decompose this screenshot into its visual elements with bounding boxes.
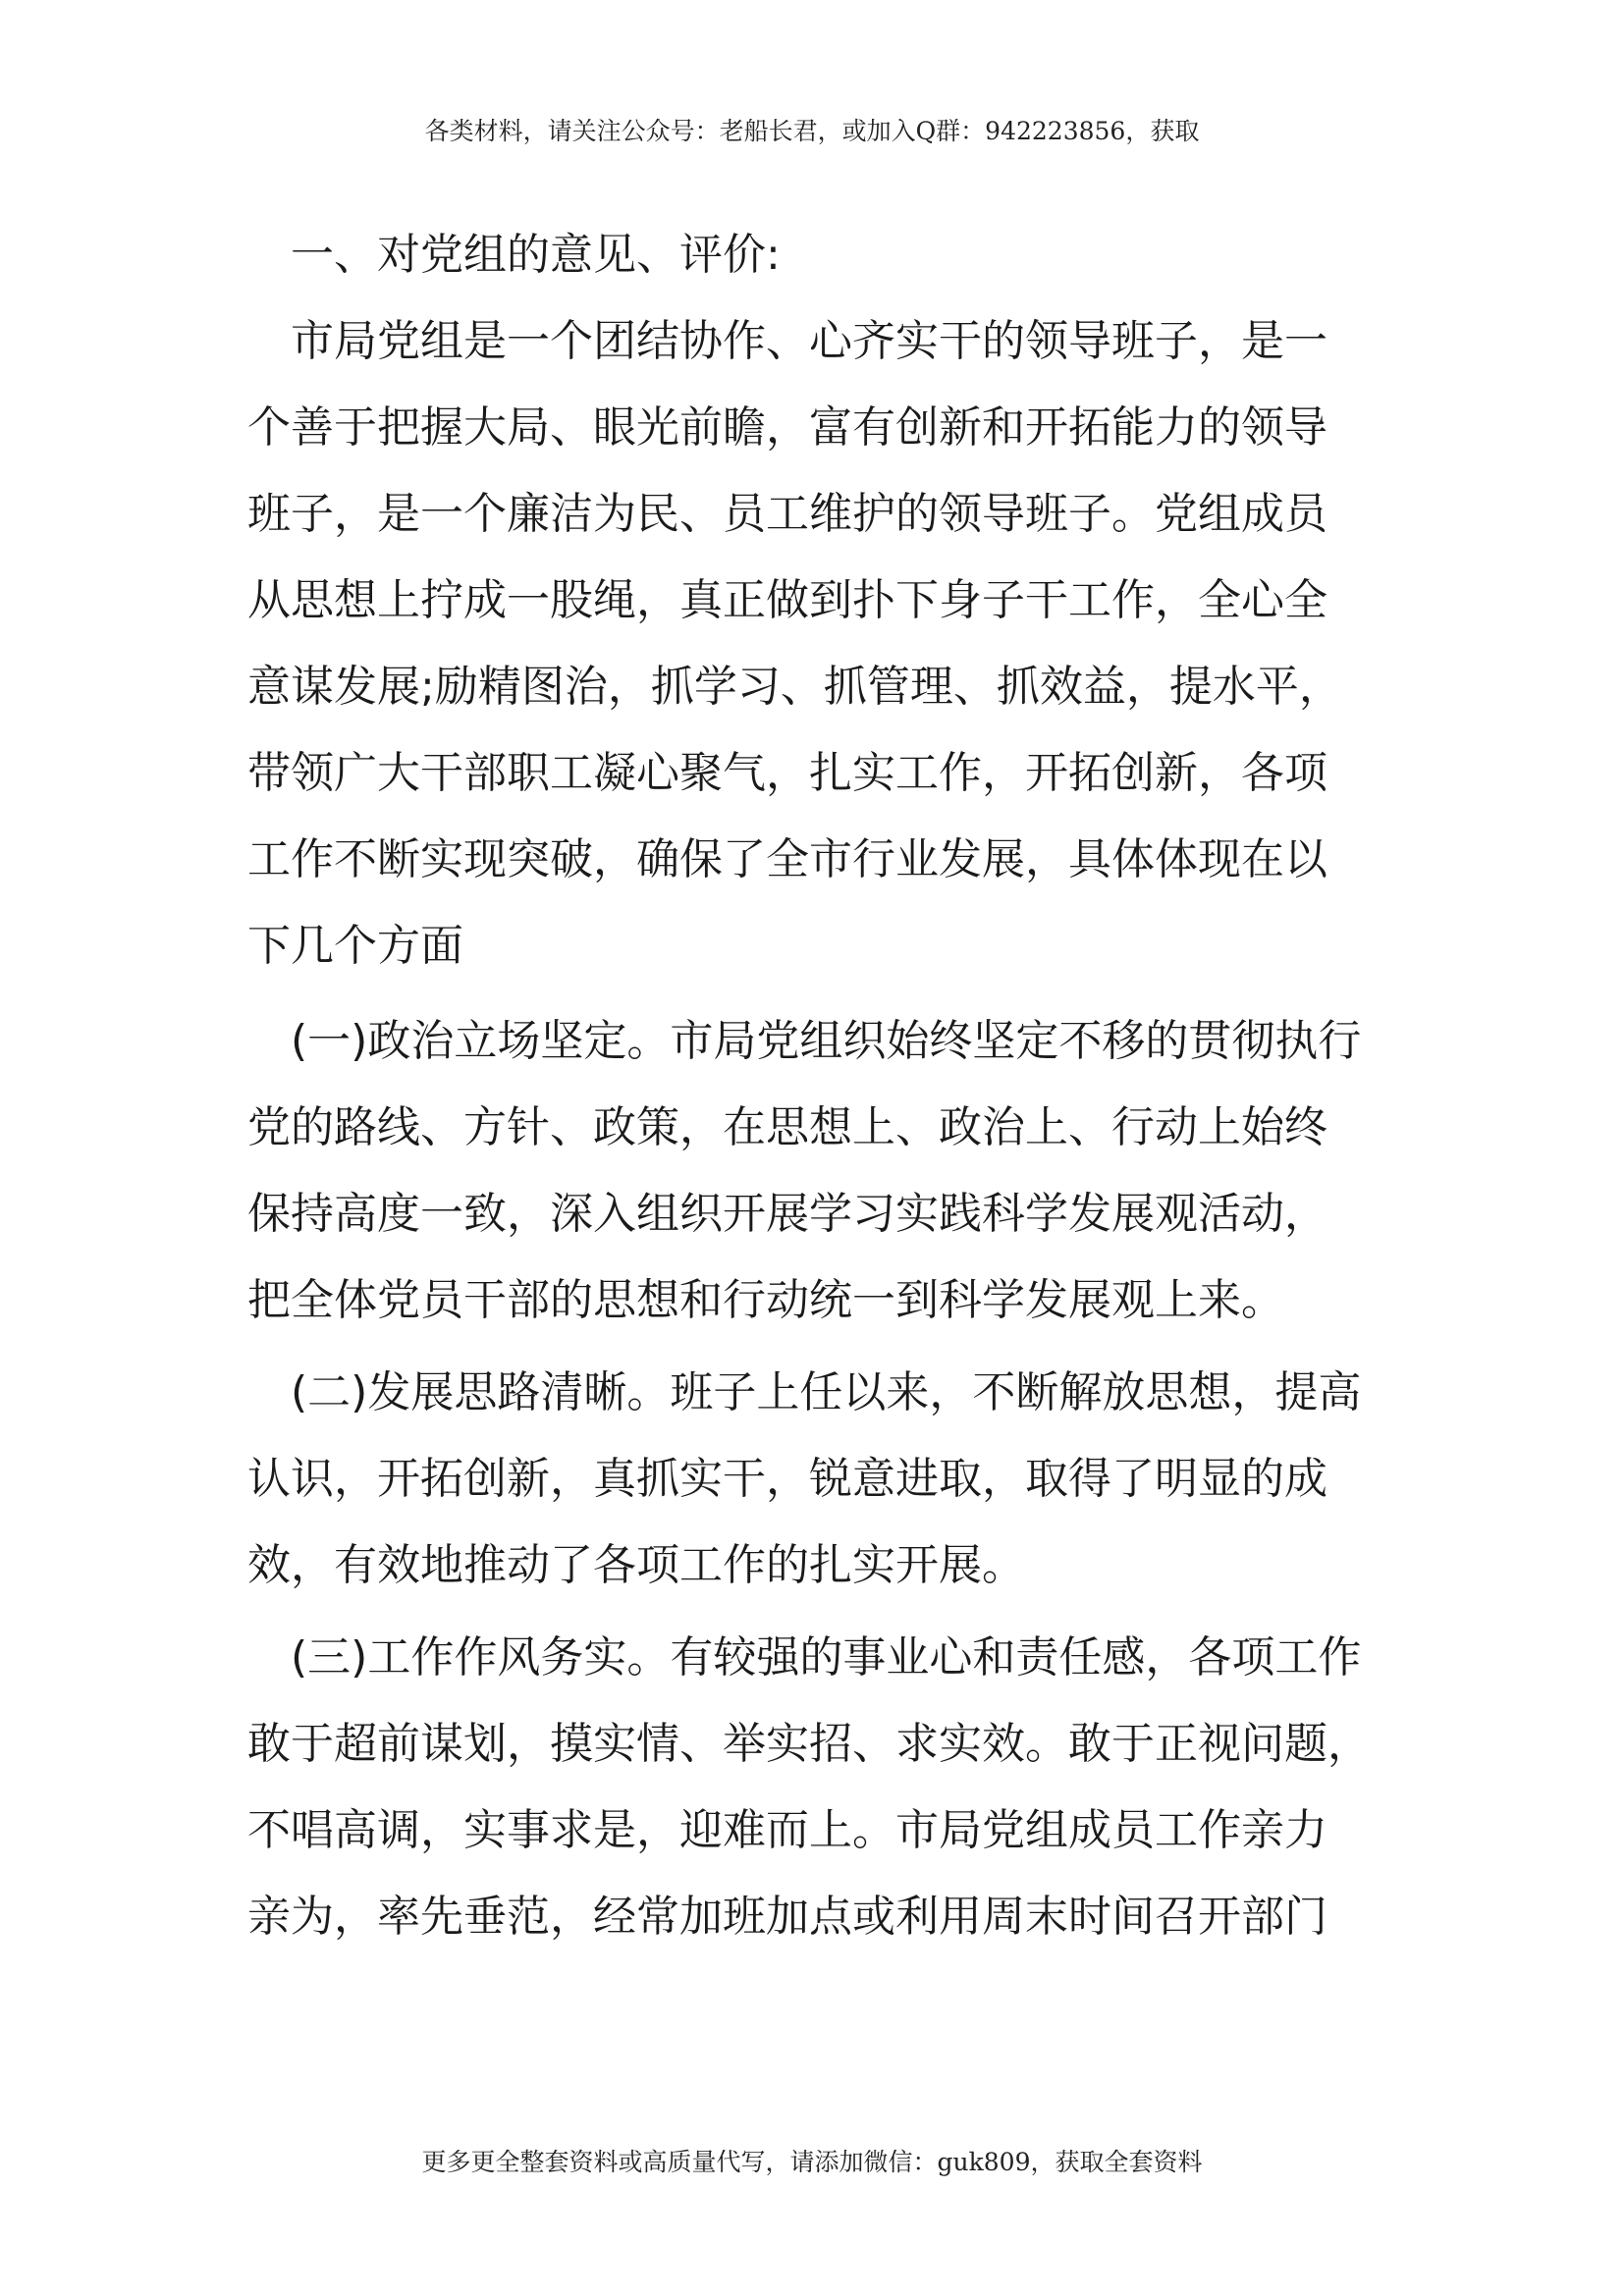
paragraph-line: 下几个方面 bbox=[247, 921, 463, 971]
paragraph-line: 敢于超前谋划，摸实情、举实招、求实效。敢于正视问题， bbox=[247, 1719, 1371, 1769]
paragraph-line: (三)工作作风务实。有较强的事业心和责任感，各项工作 bbox=[291, 1632, 1362, 1682]
paragraph-line: (二)发展思路清晰。班子上任以来，不断解放思想，提高 bbox=[291, 1367, 1362, 1417]
paragraph-line: (一)政治立场坚定。市局党组织始终坚定不移的贯彻执行 bbox=[291, 1016, 1362, 1066]
paragraph-line: 带领广大干部职工凝心聚气，扎实工作，开拓创新，各项 bbox=[247, 748, 1327, 798]
paragraph-line: 保持高度一致，深入组织开展学习实践科学发展观活动， bbox=[247, 1189, 1327, 1239]
paragraph-line: 党的路线、方针、政策，在思想上、政治上、行动上始终 bbox=[247, 1102, 1327, 1152]
document-body bbox=[247, 212, 1386, 298]
paragraph-line: 市局党组是一个团结协作、心齐实干的领导班子，是一 bbox=[291, 316, 1327, 366]
paragraph-line: 工作不断实现突破，确保了全市行业发展，具体体现在以 bbox=[247, 834, 1327, 884]
section-heading: 一、对党组的意见、评价: bbox=[291, 230, 781, 280]
header-note: 各类材料，请关注公众号：老船长君，或加入Q群：942223856，获取 bbox=[424, 117, 1200, 145]
paragraph-2 bbox=[247, 998, 1386, 1344]
paragraph-3 bbox=[247, 1350, 1386, 1609]
paragraph-line: 把全体党员干部的思想和行动统一到科学发展观上来。 bbox=[247, 1275, 1284, 1325]
paragraph-line: 从思想上拧成一股绳，真正做到扑下身子干工作，全心全 bbox=[247, 575, 1327, 625]
paragraph-1 bbox=[247, 298, 1386, 989]
paragraph-line: 班子，是一个廉洁为民、员工维护的领导班子。党组成员 bbox=[247, 489, 1327, 539]
paragraph-line: 个善于把握大局、眼光前瞻，富有创新和开拓能力的领导 bbox=[247, 402, 1327, 453]
paragraph-line: 效，有效地推动了各项工作的扎实开展。 bbox=[247, 1540, 1025, 1590]
paragraph-line: 认识，开拓创新，真抓实干，锐意进取，取得了明显的成 bbox=[247, 1454, 1327, 1504]
paragraph-4 bbox=[247, 1615, 1386, 1960]
footer-note: 更多更全整套资料或高质量代写，请添加微信：guk809，获取全套资料 bbox=[421, 2148, 1203, 2176]
paragraph-line: 亲为，率先垂范，经常加班加点或利用周末时间召开部门 bbox=[247, 1892, 1327, 1942]
paragraph-line: 不唱高调，实事求是，迎难而上。市局党组成员工作亲力 bbox=[247, 1805, 1327, 1855]
paragraph-line: 意谋发展;励精图治，抓学习、抓管理、抓效益，提水平， bbox=[247, 662, 1342, 712]
